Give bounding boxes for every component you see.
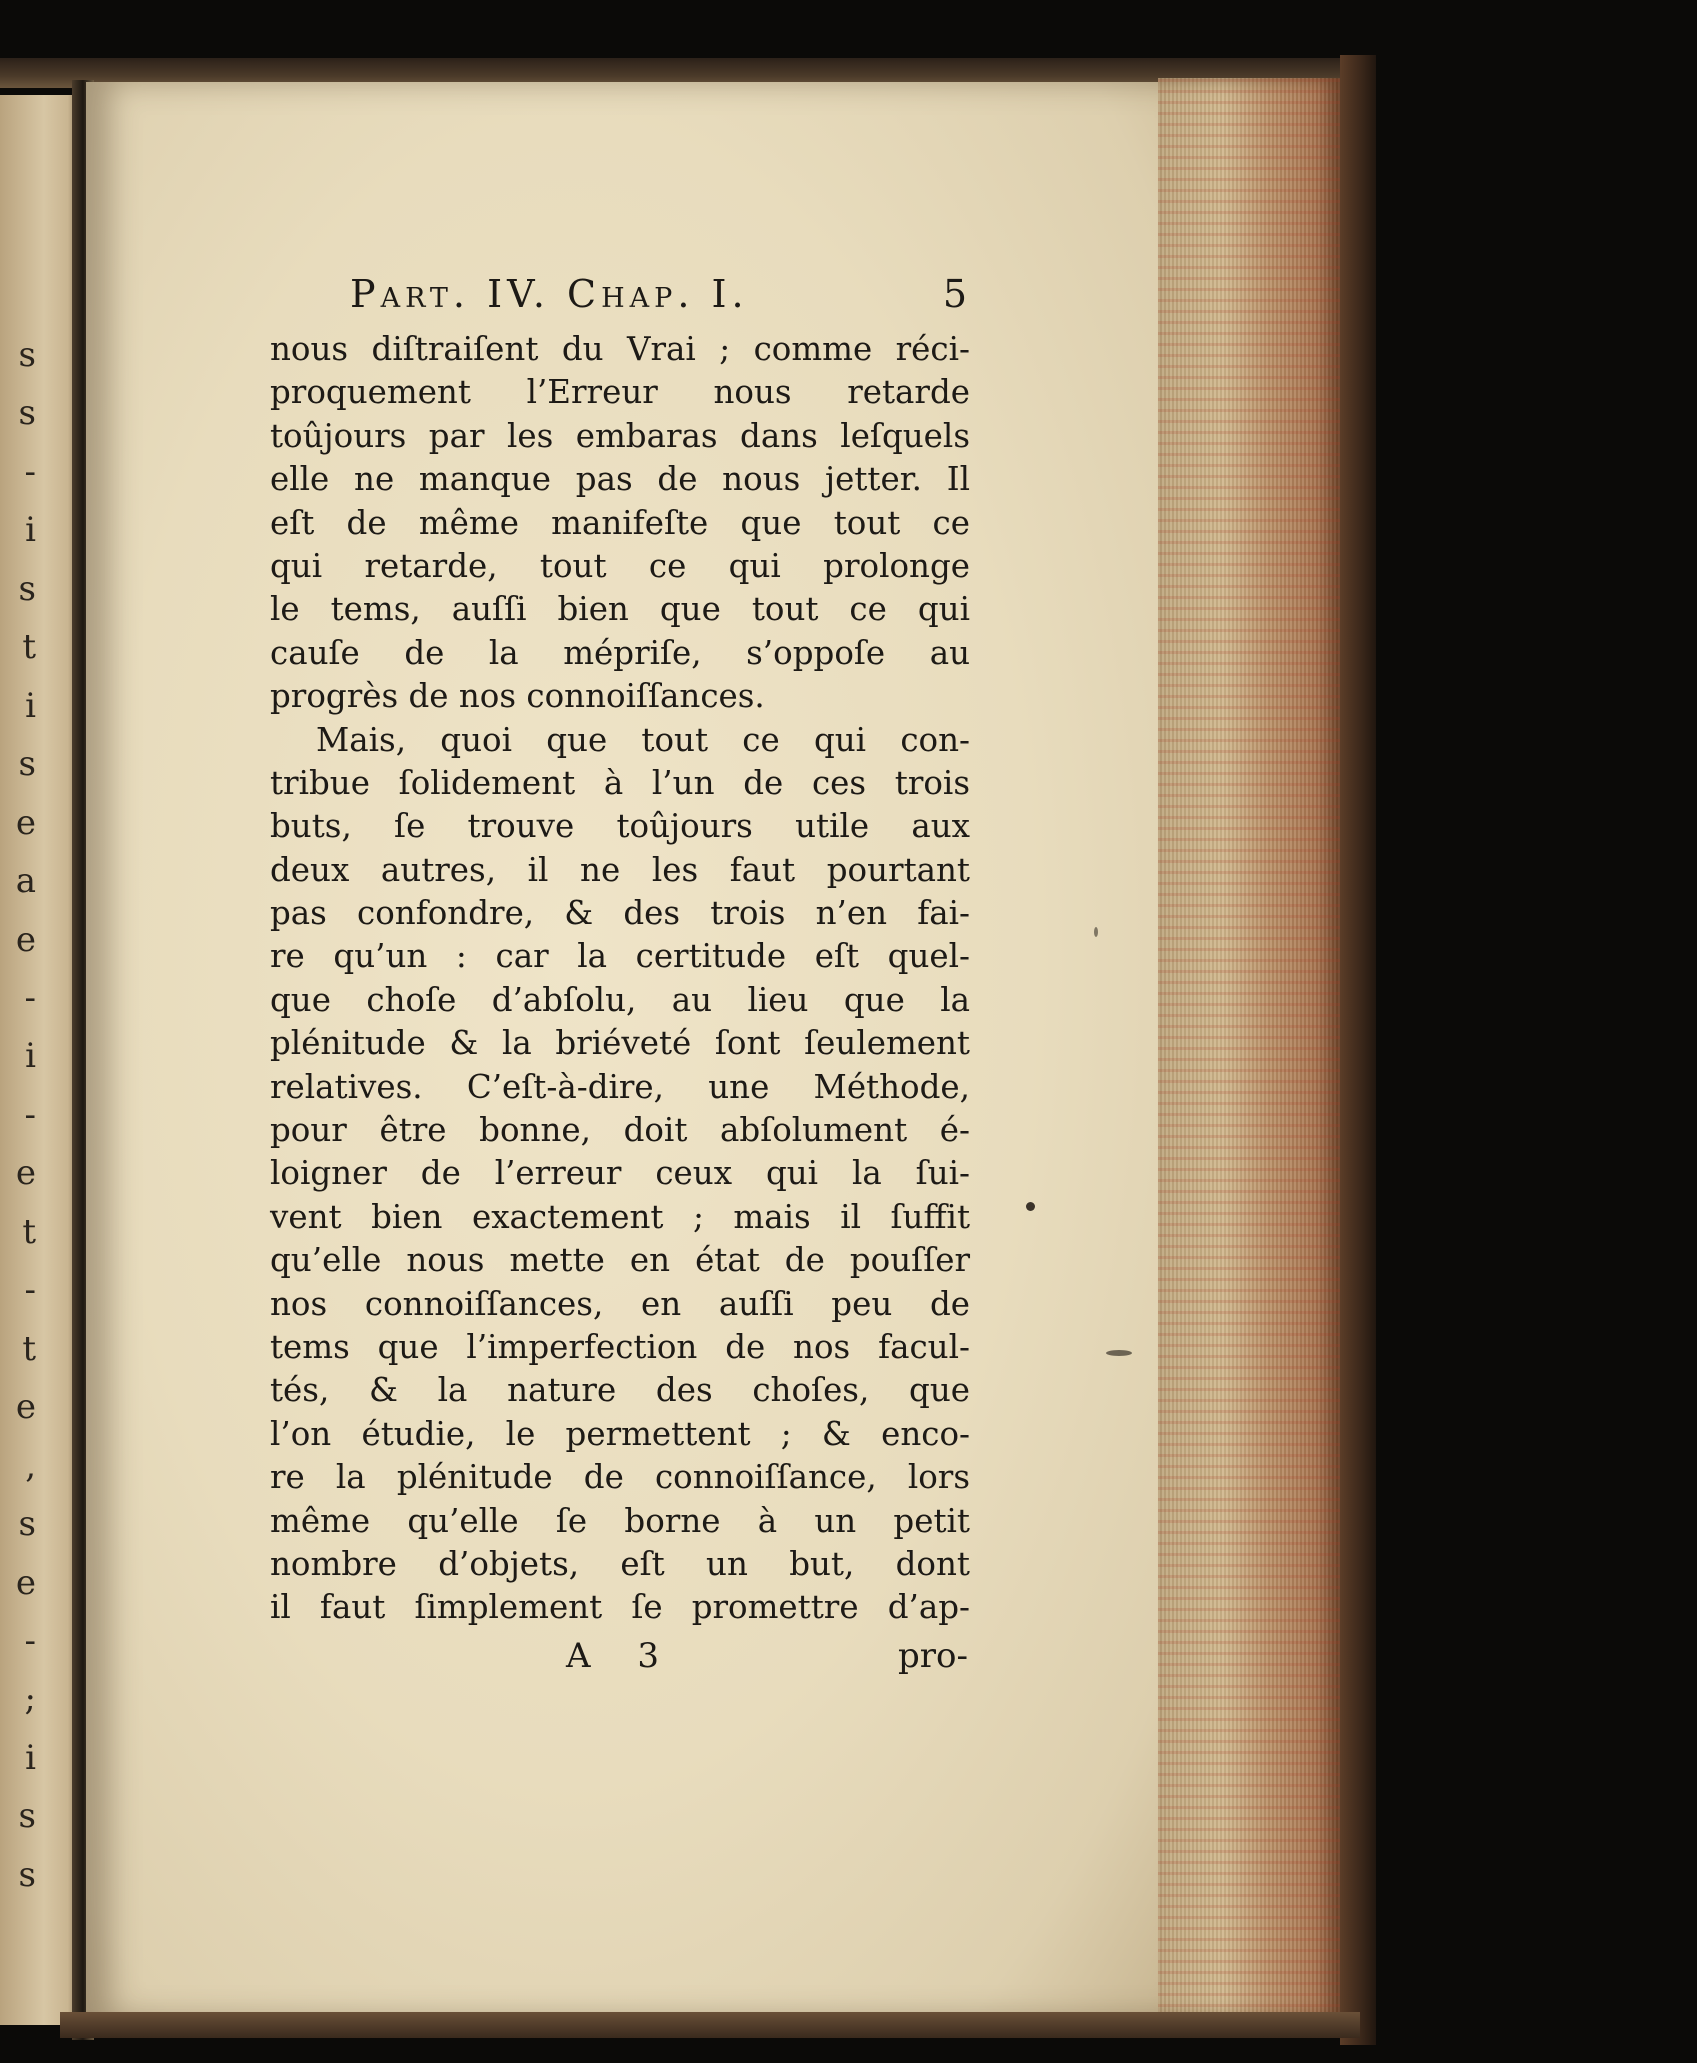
left-page-mark: i	[25, 1737, 36, 1778]
left-page-mark: t	[22, 1328, 36, 1369]
text-line: tés, & la nature des choſes, que	[270, 1371, 970, 1410]
running-head	[270, 272, 970, 326]
text-line: plénitude & la briéveté ſont ſeulement	[270, 1024, 970, 1063]
text-line: que choſe d’abſolu, au lieu que la	[270, 980, 970, 1019]
text-line: tribue ſolidement à l’un de ces trois	[270, 763, 970, 802]
right-binding-board	[1340, 55, 1376, 2045]
right-page	[86, 82, 1166, 2018]
left-page-mark: -	[24, 451, 36, 492]
left-page-mark: a	[15, 861, 36, 902]
paper-speck	[1094, 927, 1098, 937]
page-number: 5	[942, 272, 972, 316]
left-page-mark: e	[15, 1153, 36, 1194]
text-line: eſt de même manifeſte que tout ce	[270, 503, 970, 542]
text-line: elle ne manque pas de nous jetter. Il	[270, 460, 970, 499]
text-line: qu’elle nous mette en état de pouſſer	[270, 1241, 970, 1280]
left-page-mark: s	[18, 1854, 36, 1895]
bottom-binding-board	[60, 2012, 1360, 2038]
left-page-mark: t	[22, 627, 36, 668]
text-line: toûjours par les embaras dans leſquels	[270, 416, 970, 455]
text-line: tems que l’imperfection de nos facul-	[270, 1327, 970, 1366]
text-line: relatives. C’eſt-à-dire, une Méthode,	[270, 1067, 970, 1106]
text-block	[270, 272, 970, 1686]
left-page-mark: t	[22, 1211, 36, 1252]
body-text	[270, 328, 970, 1630]
text-line: nous diſtraiſent du Vrai ; comme réci-	[270, 330, 970, 368]
text-line: même qu’elle ſe borne à un petit	[270, 1501, 970, 1540]
left-page-mark: s	[18, 393, 36, 434]
text-line: loigner de l’erreur ceux qui la ſui-	[270, 1154, 970, 1193]
left-page-mark: s	[18, 1796, 36, 1837]
text-line: proquement l’Erreur nous retarde	[270, 373, 970, 412]
left-page-mark: i	[25, 1036, 36, 1077]
page-edges	[1158, 78, 1344, 2018]
left-page-mark: s	[18, 744, 36, 785]
text-line: nombre d’objets, eſt un but, dont	[270, 1544, 970, 1583]
left-page-mark: -	[24, 1620, 36, 1661]
text-line: cauſe de la mépriſe, s’oppoſe au	[270, 633, 970, 672]
left-page-mark: s	[18, 568, 36, 609]
left-page-mark: s	[18, 335, 36, 375]
left-page-mark: e	[15, 802, 36, 843]
left-page-mark: s	[18, 1504, 36, 1545]
text-line: nos connoiſſances, en auſſi peu de	[270, 1284, 970, 1323]
page-footer	[270, 1636, 970, 1686]
text-line: progrès de nos connoiſſances.	[270, 677, 765, 716]
left-page-mark: i	[25, 685, 36, 726]
left-page-mark: e	[15, 1387, 36, 1428]
text-line: buts, ſe trouve toûjours utile aux	[270, 807, 970, 846]
left-page-mark: -	[24, 977, 36, 1018]
text-line: pour être bonne, doit abſolument é-	[270, 1111, 970, 1150]
left-page-fragment	[0, 95, 80, 2025]
text-line: il faut ſimplement ſe promettre d’ap-	[270, 1588, 970, 1627]
text-line: re qu’un : car la certitude eſt quel-	[270, 937, 970, 976]
left-page-mark: i	[25, 510, 36, 551]
catchword: pro-	[898, 1635, 968, 1676]
text-line: deux autres, il ne les faut pourtant	[270, 850, 970, 889]
paper-speck	[1106, 1350, 1132, 1356]
left-page-line-endings	[10, 335, 36, 1895]
text-line: re la plénitude de connoiſſance, lors	[270, 1458, 970, 1497]
text-line: pas confondre, & des trois n’en fai-	[270, 894, 970, 933]
text-line: vent bien exactement ; mais il ſuffit	[270, 1197, 970, 1236]
signature-mark: A 3	[566, 1635, 677, 1676]
text-line: l’on étudie, le permettent ; & enco-	[270, 1414, 970, 1453]
text-line: Mais, quoi que tout ce qui con-	[316, 720, 970, 759]
text-line: qui retarde, tout ce qui prolonge	[270, 546, 970, 585]
left-page-mark: e	[15, 919, 36, 960]
left-page-mark: e	[15, 1562, 36, 1603]
left-page-mark: -	[24, 1270, 36, 1311]
paper-speck	[1026, 1202, 1035, 1211]
running-head-title: Part. IV. Chap. I.	[350, 272, 749, 316]
left-page-mark: ;	[24, 1679, 36, 1720]
text-line: le tems, auſſi bien que tout ce qui	[270, 590, 970, 629]
left-page-mark: ,	[25, 1445, 36, 1486]
left-page-mark: -	[24, 1094, 36, 1135]
